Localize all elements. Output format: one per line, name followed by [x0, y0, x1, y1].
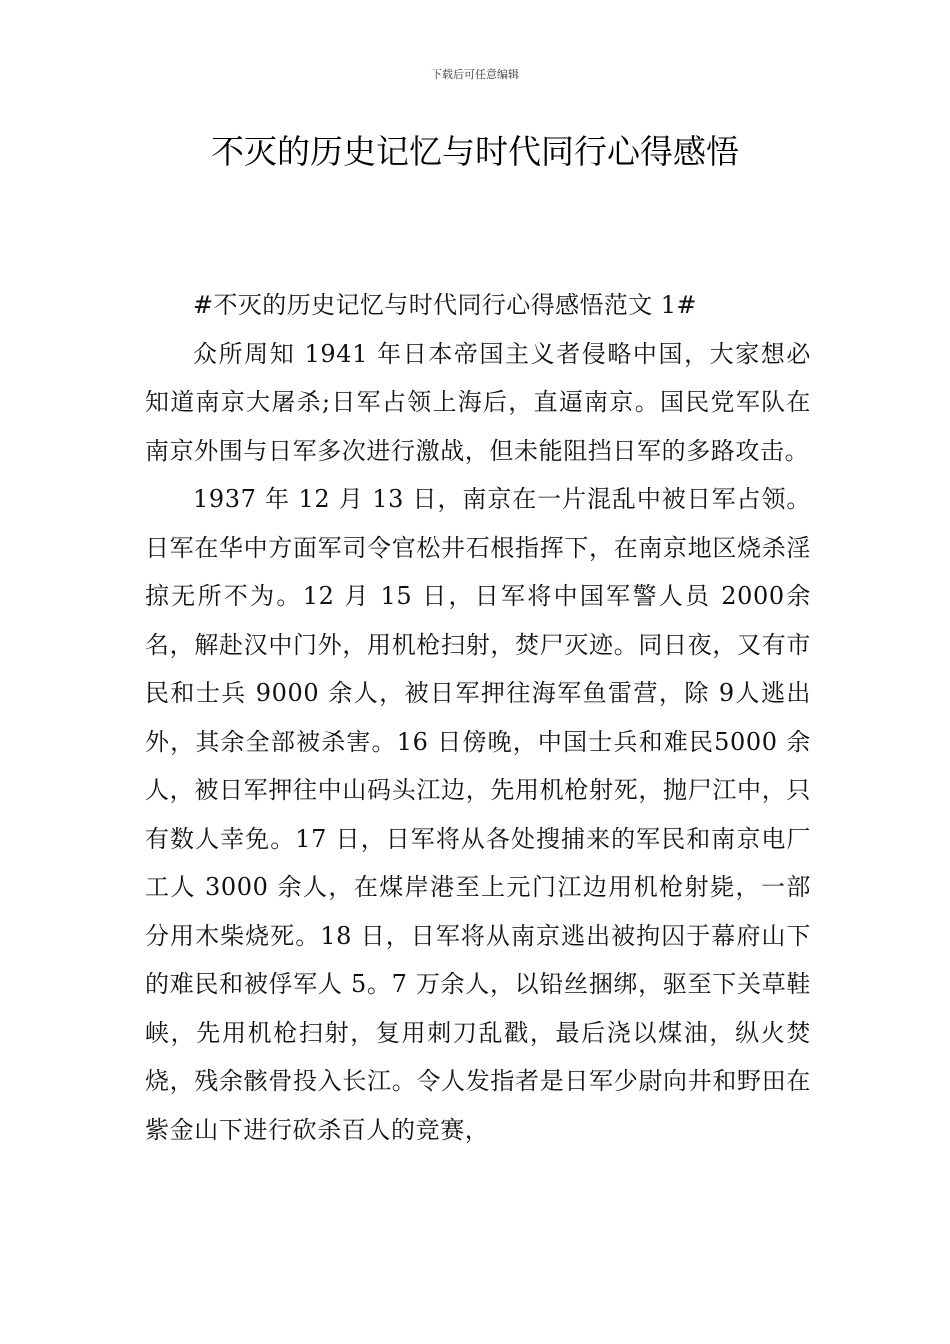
document-body [145, 281, 811, 1154]
section-heading: #不灭的历史记忆与时代同行心得感悟范文 1# [193, 291, 697, 319]
document-title: 不灭的历史记忆与时代同行心得感悟 [211, 132, 739, 171]
page-header-note: 下载后可任意编辑 [431, 68, 519, 81]
paragraph-2: 1937 年 12 月 13 日，南京在一片混乱中被日军占领。日军在华中方面军司令官松井石根指挥下，在南京地区烧杀淫掠无所不为。12 月 15 日，日军将中国军警人员 2000余名，解赴汉中门外，用机枪扫射，焚尸灭迹。同日夜，又有市民和士兵 9000 余人，被日军押往海军鱼雷营，除 9人逃出外，其余全部被杀害。16 日傍晚，中国士兵和难民5000 余人，被日军押往中山码头江边，先用机枪射死，抛尸江中，只有数人幸免。17 日，日军将从各处搜捕来的军民和南京电厂工人 3000 余人，在煤岸港至上元门江边用机枪射毙，一部分用木柴烧死。18 日，日军将从南京逃出被拘囚于幕府山下的难民和被俘军人 5。7 万余人，以铅丝捆绑，驱至下关草鞋峡，先用机枪扫射，复用刺刀乱戳，最后浇以煤油，纵火焚烧，残余骸骨投入长江。令人发指者是日军少尉向井和野田在紫金山下进行砍杀百人的竞赛， [145, 485, 811, 1144]
paragraph-1: 众所周知 1941 年日本帝国主义者侵略中国，大家想必知道南京大屠杀;日军占领上海后，直逼南京。国民党军队在南京外围与日军多次进行激战，但未能阻挡日军的多路攻击。 [145, 339, 811, 465]
